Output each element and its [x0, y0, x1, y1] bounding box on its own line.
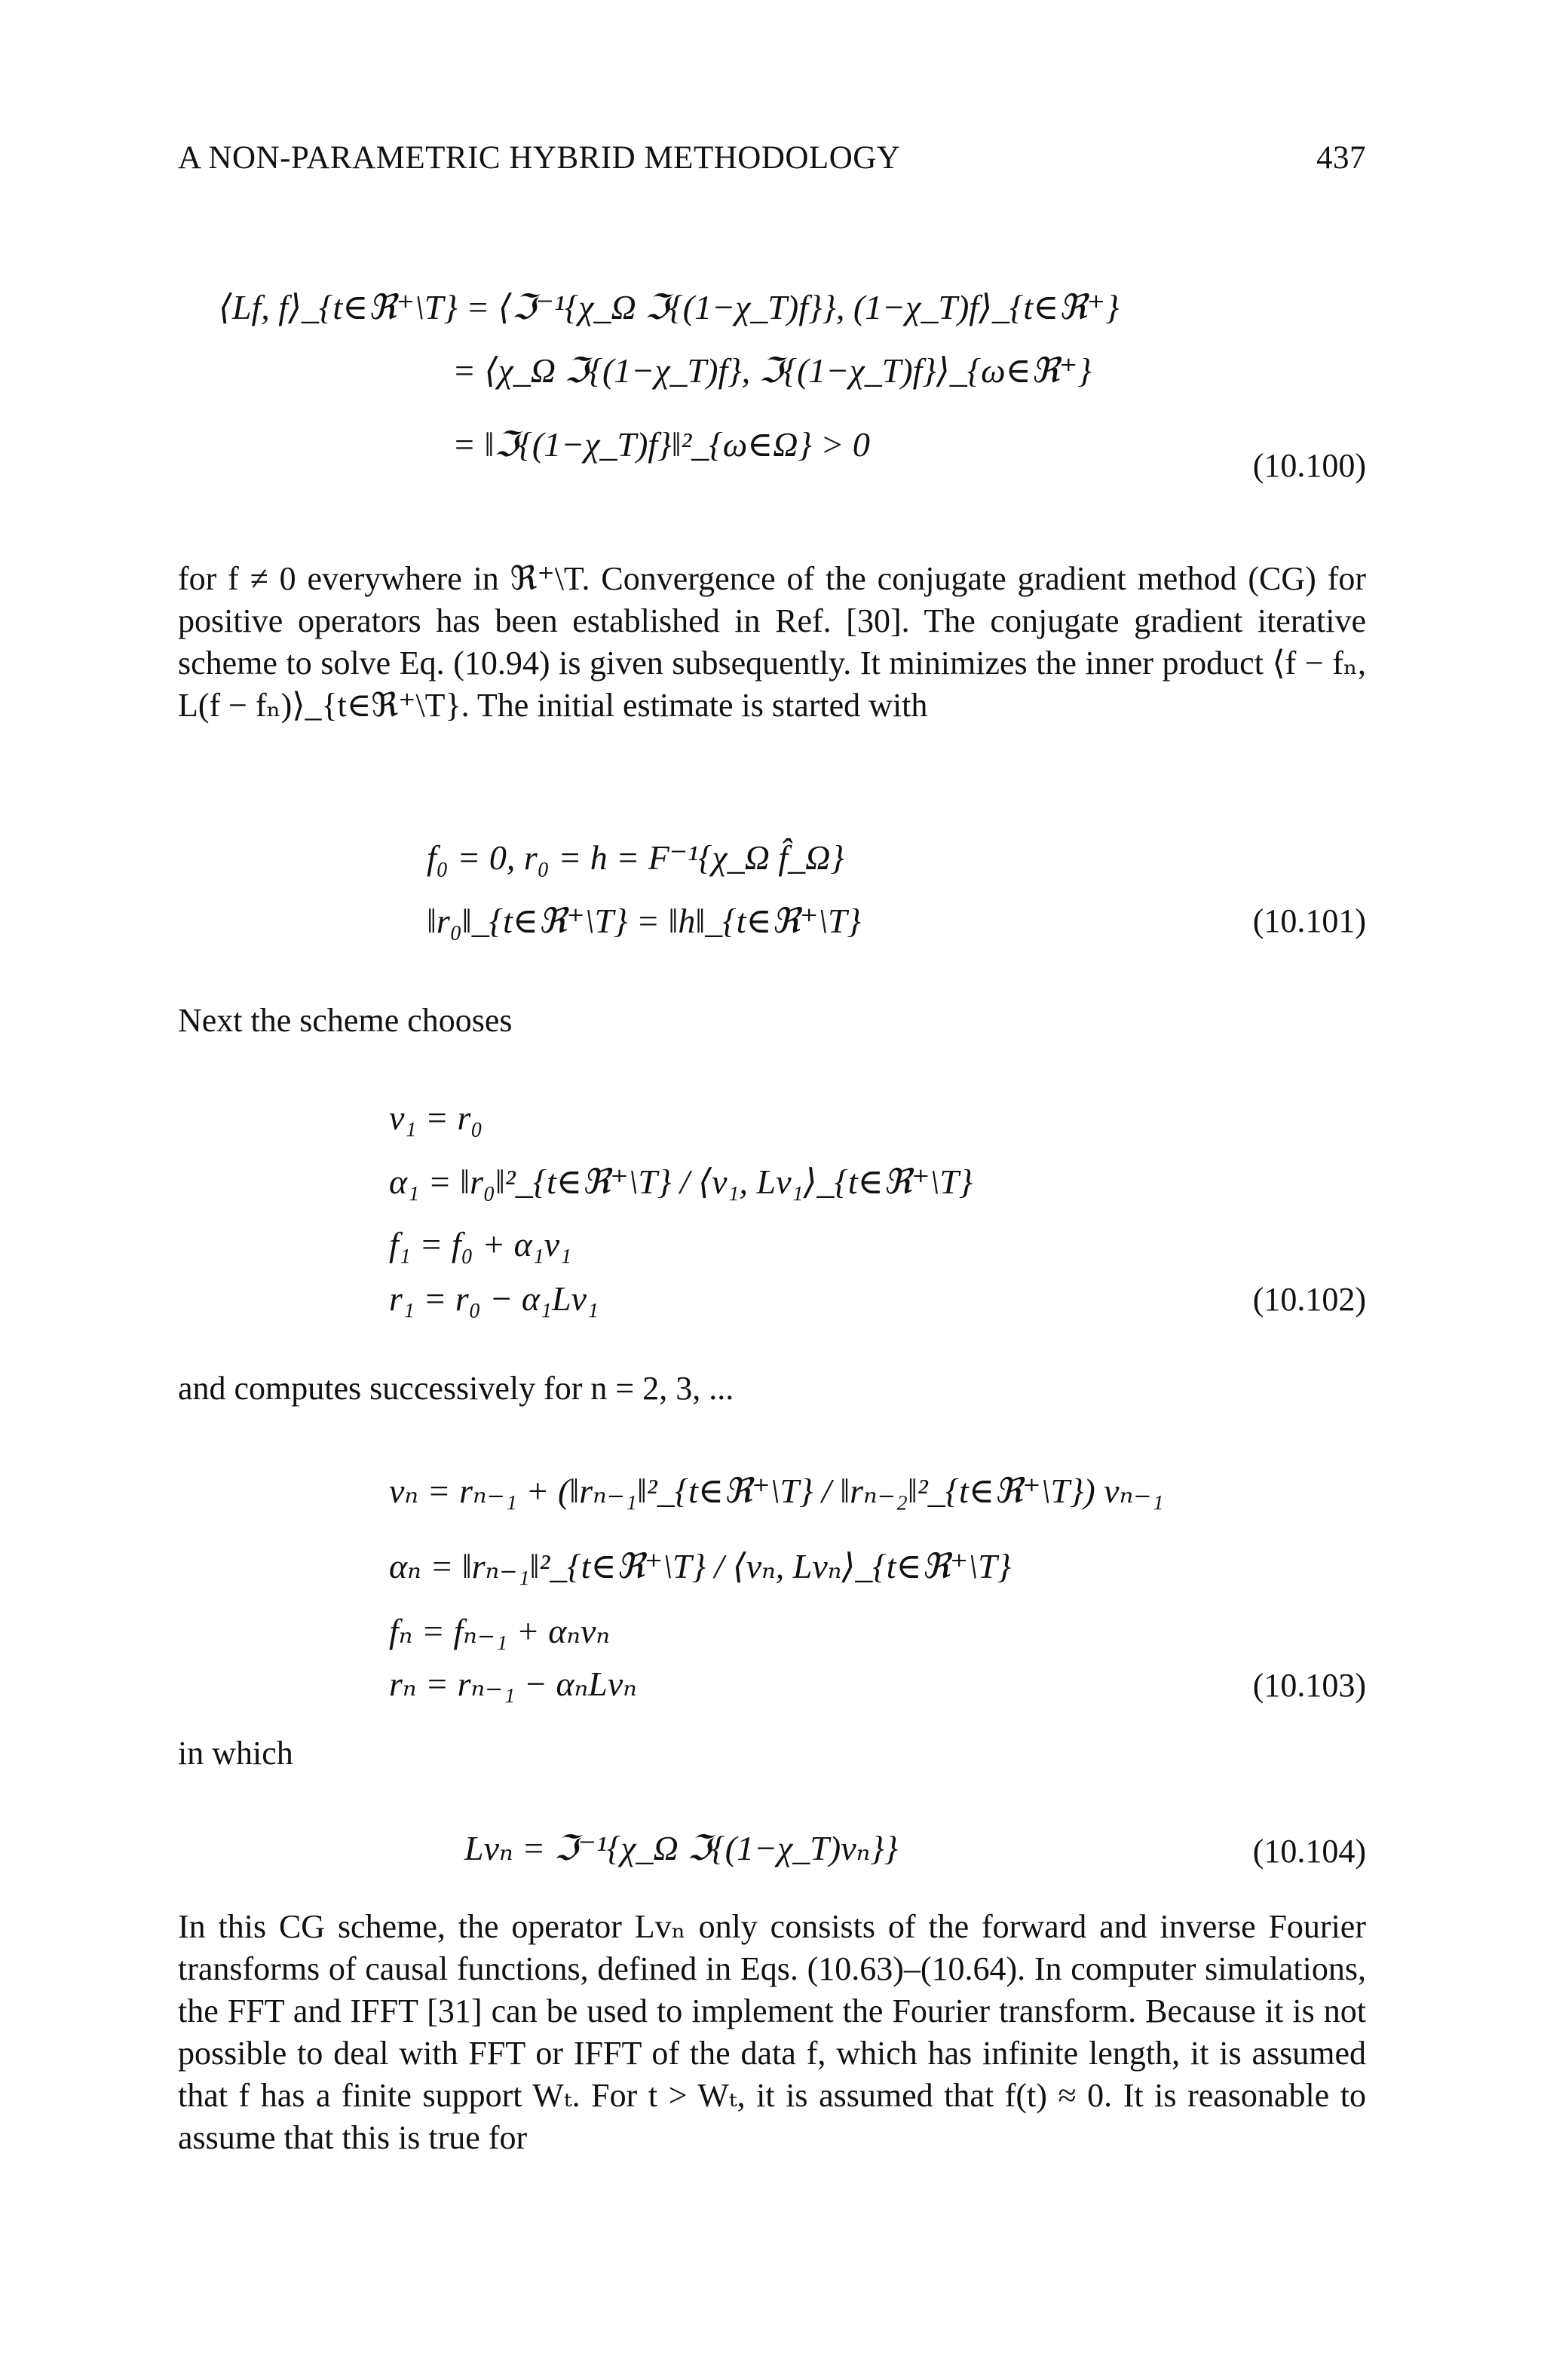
- equation-line: vₙ = rₙ₋₁ + (‖rₙ₋₁‖²_{t∈ℜ⁺\T} / ‖rₙ₋₂‖²_{t∈ℜ⁺\T}) vₙ₋₁: [389, 1472, 1164, 1510]
- equation-line: f₁ = f₀ + α₁v₁: [389, 1225, 572, 1264]
- page-number: 437: [1316, 140, 1366, 176]
- equation-line: r₁ = r₀ − α₁Lv₁: [389, 1279, 599, 1318]
- equation-line: α₁ = ‖r₀‖²_{t∈ℜ⁺\T} / ⟨v₁, Lv₁⟩_{t∈ℜ⁺\T}: [389, 1162, 973, 1201]
- equation-line: Lvₙ = ℑ⁻¹{χ_Ω ℑ{(1−χ_T)vₙ}}: [464, 1829, 899, 1867]
- equation-number: (10.104): [1252, 1833, 1366, 1870]
- equation-line: rₙ = rₙ₋₁ − αₙLvₙ: [389, 1665, 637, 1703]
- paragraph: and computes successively for n = 2, 3, ...: [178, 1370, 734, 1407]
- equation-number: (10.100): [1252, 447, 1366, 484]
- equation-line: αₙ = ‖rₙ₋₁‖²_{t∈ℜ⁺\T} / ⟨vₙ, Lvₙ⟩_{t∈ℜ⁺\T}: [389, 1547, 1012, 1585]
- paragraph: for f ≠ 0 everywhere in ℜ⁺\T. Convergence of the conjugate gradient method (CG) for positive operators has been established in Ref. [30]. The conjugate gradient iterative scheme to solve Eq. (10.94) is given subsequently. It minimizes the inner product ⟨f − fₙ, L(f − fₙ)⟩_{t∈ℜ⁺\T}. The initial estimate is started with: [178, 560, 1366, 724]
- equation-line: ⟨Lf, f⟩_{t∈ℜ⁺\T} = ⟨ℑ⁻¹{χ_Ω ℑ{(1−χ_T)f}}, (1−χ_T)f⟩_{t∈ℜ⁺}: [219, 288, 1120, 326]
- equation-line: v₁ = r₀: [389, 1098, 483, 1137]
- equation-number: (10.103): [1252, 1667, 1366, 1704]
- equation-line: f₀ = 0, r₀ = h = F⁻¹{χ_Ω f̂_Ω}: [427, 838, 844, 877]
- equation-line: ‖r₀‖_{t∈ℜ⁺\T} = ‖h‖_{t∈ℜ⁺\T}: [427, 902, 862, 940]
- paragraph: Next the scheme chooses: [178, 1002, 513, 1039]
- equation-number: (10.102): [1252, 1281, 1366, 1318]
- equation-line: fₙ = fₙ₋₁ + αₙvₙ: [389, 1612, 611, 1650]
- paragraph: in which: [178, 1735, 293, 1772]
- paragraph: In this CG scheme, the operator Lvₙ only consists of the forward and inverse Fourier transforms of causal functions, defined in Eqs. (10.63)–(10.64). In computer simulations, the FFT and IFFT [31] can be used to implement the Fourier transform. Because it is not possible to deal with FFT or IFFT of the data f, which has infinite length, it is assumed that f has a finite support Wₜ. For t > Wₜ, it is assumed that f(t) ≈ 0. It is reasonable to assume that this is true for: [178, 1908, 1366, 2156]
- equation-number: (10.101): [1252, 902, 1366, 939]
- equation-line: = ‖ℑ{(1−χ_T)f}‖²_{ω∈Ω} > 0: [452, 425, 870, 464]
- equation-line: = ⟨χ_Ω ℑ{(1−χ_T)f}, ℑ{(1−χ_T)f}⟩_{ω∈ℜ⁺}: [452, 351, 1092, 390]
- running-title: A NON-PARAMETRIC HYBRID METHODOLOGY: [178, 140, 901, 176]
